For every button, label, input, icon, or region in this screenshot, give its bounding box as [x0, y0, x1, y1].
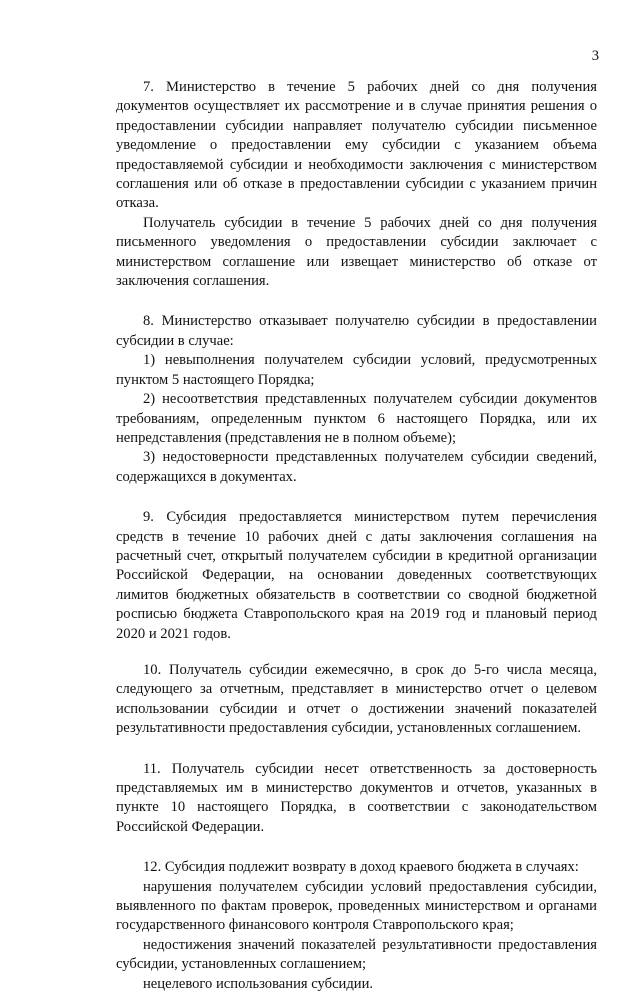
paragraph-7: 7. Министерство в течение 5 рабочих дней со дня получения документов осуществляет их рассмотрение и в случае принятия решения о предоставлении субсидии направляет получателю субсидии письменное уведомление о предоставлении ему субсидии с указанием объема предоставляемой субсидии и необходимости заключения с министерством соглашения или об отказе в предоставлении субсидии с указанием причин отказа. [116, 79, 597, 212]
spacer [116, 291, 597, 312]
spacer [116, 837, 597, 858]
spacer [116, 739, 597, 760]
paragraph-8-item-1: 1) невыполнения получателем субсидии условий, предусмотренных пунктом 5 настоящего Порядка; [116, 352, 597, 388]
spacer [116, 644, 597, 661]
paragraph-12-case-1: нарушения получателем субсидии условий предоставления субсидии, выявленного по фактам проверок, проведенных министерством и органами государственного финансового контроля Ставропольского края; [116, 878, 597, 934]
paragraph-8-item-2: 2) несоответствия представленных получателем субсидии документов требованиям, определенным пунктом 6 настоящего Порядка, или их непредставления (представления не в полном объеме); [116, 391, 597, 446]
paragraph-12-case-3: нецелевого использования субсидии. [143, 975, 374, 992]
paragraph-8-item-3: 3) недостоверности представленных получателем субсидии сведений, содержащихся в документах. [116, 449, 597, 485]
paragraph-12-case-2: недостижения значений показателей результативности предоставления субсидии, установленных соглашением; [116, 936, 597, 973]
paragraph-11: 11. Получатель субсидии несет ответственность за достоверность представляемых им в министерство документов и отчетов, указанных в пункте 10 настоящего Порядка, в соответствии с законодательством Российской Федерации. [116, 760, 597, 835]
document-body [116, 78, 597, 994]
paragraph-9: 9. Субсидия предоставляется министерством путем перечисления средств в течение 10 рабочих дней с даты заключения соглашения на расчетный счет, открытый получателем субсидии в кредитной организации Российской Федерации, на основании доведенных соответствующих лимитов бюджетных обязательств в соответствии со сводной бюджетной росписью бюджета Ставропольского края на 2019 год и плановый период 2020 и 2021 годов. [116, 509, 597, 642]
paragraph-12: 12. Субсидия подлежит возврату в доход краевого бюджета в случаях: [143, 859, 579, 876]
page-number: 3 [591, 48, 599, 64]
spacer [116, 487, 597, 508]
paragraph-7-continuation: Получатель субсидии в течение 5 рабочих дней со дня получения письменного уведомления о предоставлении субсидии заключает с министерством соглашение или извещает министерство об отказе от заключения соглашения. [116, 214, 597, 290]
paragraph-10: 10. Получатель субсидии ежемесячно, в срок до 5-го числа месяца, следующего за отчетным, представляет в министерство отчет о целевом использовании субсидии и отчет о достижении значений показателей результативности предоставления субсидии, установленных соглашением. [116, 661, 597, 737]
paragraph-8: 8. Министерство отказывает получателю субсидии в предоставлении субсидии в случае: [116, 313, 597, 349]
